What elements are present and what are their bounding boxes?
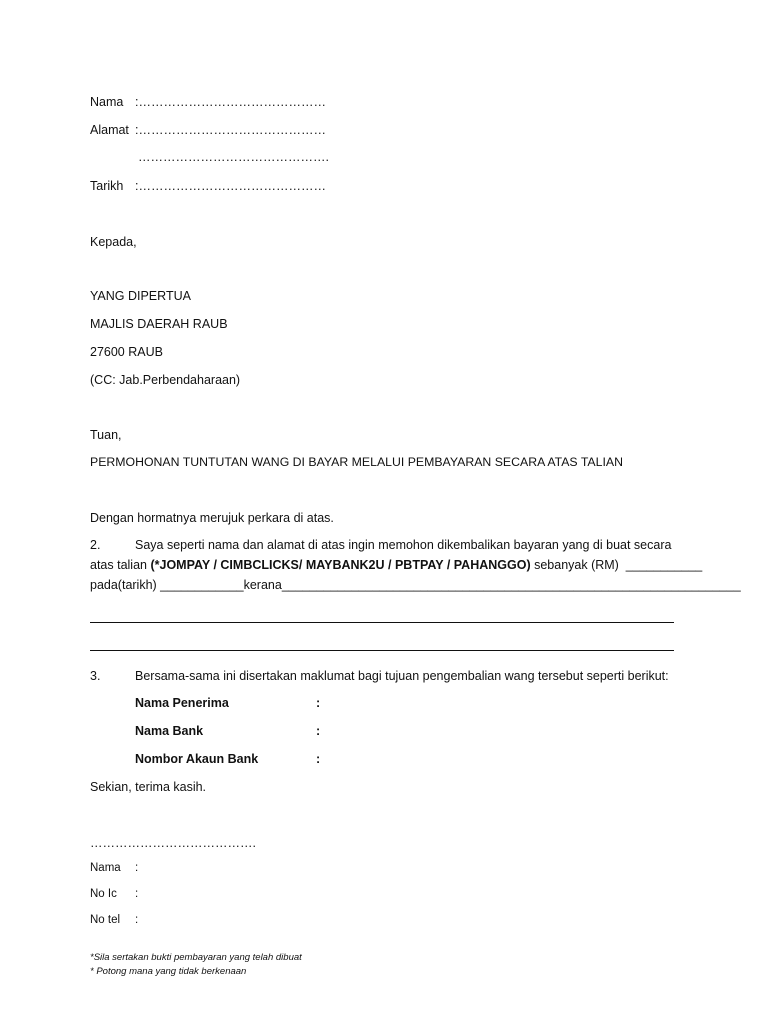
paragraph-2-number: 2.: [90, 538, 101, 552]
footnote-1: *Sila sertakan bukti pembayaran yang telah dibuat: [90, 952, 302, 963]
recipient-line3: 27600 RAUB: [90, 345, 163, 359]
sig-notel-label: No tel: [90, 914, 121, 926]
recipient-line1: YANG DIPERTUA: [90, 289, 191, 303]
recipient-line2: MAJLIS DAERAH RAUB: [90, 317, 228, 331]
subject: PERMOHONAN TUNTUTAN WANG DI BAYAR MELALUI PEMBAYARAN SECARA ATAS TALIAN: [90, 455, 623, 469]
field-nama-penerima-colon: :: [316, 696, 321, 710]
reason-line-1: [90, 622, 674, 623]
sig-nama-colon: :: [135, 862, 139, 874]
field-nama-penerima-label: Nama Penerima: [135, 696, 229, 710]
recipient-cc: (CC: Jab.Perbendaharaan): [90, 373, 241, 387]
nama-label: Nama: [90, 95, 124, 109]
sig-noic-label: No Ic: [90, 888, 117, 900]
field-nama-bank-label: Nama Bank: [135, 724, 204, 738]
paragraph-2-line2: [90, 558, 702, 573]
paragraph-2-line3: pada(tarikh) ____________kerana__________________________________________________________________: [90, 578, 741, 592]
greeting: Kepada,: [90, 235, 137, 249]
paragraph-3-text: Bersama-sama ini disertakan maklumat bagi tujuan pengembalian wang tersebut seperti berikut:: [135, 669, 669, 683]
field-akaun-bank-label: Nombor Akaun Bank: [135, 752, 259, 766]
salutation: Tuan,: [90, 428, 122, 442]
footnote-2: * Potong mana yang tidak berkenaan: [90, 966, 247, 977]
sig-notel-colon: :: [135, 914, 139, 926]
reason-line-2: [90, 650, 674, 651]
field-akaun-bank-colon: :: [316, 752, 321, 766]
alamat-value-line2: ……………………………………….: [138, 150, 329, 164]
alamat-value: :………………………………………: [135, 123, 326, 137]
intro-text: Dengan hormatnya merujuk perkara di atas.: [90, 511, 334, 525]
sig-nama-label: Nama: [90, 862, 121, 874]
p2-line2-end: sebanyak (RM) ___________: [530, 558, 703, 572]
payment-methods: (*JOMPAY / CIMBCLICKS/ MAYBANK2U / PBTPAY / PAHANGGO): [150, 558, 531, 572]
paragraph-3-number: 3.: [90, 669, 101, 683]
alamat-label: Alamat: [90, 123, 129, 137]
p2-line2-start: atas talian: [90, 558, 151, 572]
closing-text: Sekian, terima kasih.: [90, 780, 207, 794]
tarikh-label: Tarikh: [90, 179, 124, 193]
signature-dots: ………………………………….: [90, 836, 256, 850]
sig-noic-colon: :: [135, 888, 139, 900]
paragraph-2-line1: Saya seperti nama dan alamat di atas ingin memohon dikembalikan bayaran yang di buat secara: [135, 538, 672, 552]
nama-value: :………………………………………: [135, 95, 326, 109]
field-nama-bank-colon: :: [316, 724, 321, 738]
tarikh-value: :………………………………………: [135, 179, 326, 193]
